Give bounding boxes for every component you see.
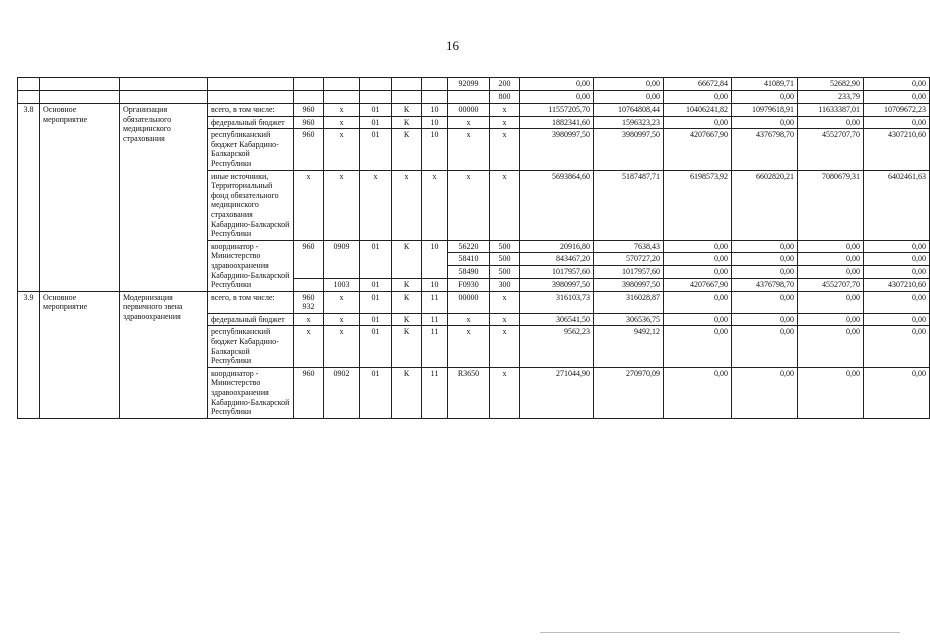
item-type: Основное мероприятие <box>40 291 120 418</box>
table-cell: федеральный бюджет <box>208 313 294 326</box>
table-cell: 271044,90 <box>520 367 594 418</box>
table-cell: х <box>490 170 520 240</box>
item-title: Организация обязательного медицинского страхования <box>120 104 208 292</box>
table-cell: 3980997,50 <box>520 129 594 170</box>
table-cell: 0909 <box>324 240 360 278</box>
table-cell: 316028,87 <box>594 291 664 313</box>
item-title: Модернизация первичного звена здравоохранения <box>120 291 208 418</box>
table-cell: 0,00 <box>732 291 798 313</box>
table-cell: 6198573,92 <box>664 170 732 240</box>
table-cell: 0,00 <box>732 240 798 253</box>
table-cell: 52682,90 <box>798 78 864 91</box>
table-cell: 10 <box>422 129 448 170</box>
table-cell: К <box>392 116 422 129</box>
table-cell: 960 <box>294 367 324 418</box>
table-cell: 500 <box>490 240 520 253</box>
table-cell: 01 <box>360 291 392 313</box>
table-cell: республиканский бюджет Кабардино-Балкарской Республики <box>208 326 294 367</box>
table-cell: 01 <box>360 326 392 367</box>
table-cell: х <box>448 313 490 326</box>
table-cell: 4307210,60 <box>864 278 930 291</box>
table-cell: 1017957,60 <box>520 266 594 279</box>
table-cell: х <box>324 170 360 240</box>
table-cell: х <box>490 367 520 418</box>
table-cell: 0,00 <box>798 367 864 418</box>
table-cell: 960 <box>294 104 324 117</box>
table-cell: К <box>392 104 422 117</box>
table-cell: 316103,73 <box>520 291 594 313</box>
table-cell: республиканский бюджет Кабардино-Балкарской Республики <box>208 129 294 170</box>
table-cell: х <box>392 170 422 240</box>
table-cell: 0,00 <box>664 266 732 279</box>
table-cell: 0,00 <box>864 313 930 326</box>
table-cell: х <box>490 326 520 367</box>
table-cell: 0,00 <box>520 91 594 104</box>
table-cell: 6602820,21 <box>732 170 798 240</box>
table-cell: х <box>324 326 360 367</box>
table-cell: х <box>324 291 360 313</box>
table-cell: 4207667,90 <box>664 129 732 170</box>
table-cell: 500 <box>490 253 520 266</box>
table-cell: 10 <box>422 240 448 278</box>
table-cell: 0,00 <box>798 253 864 266</box>
table-cell: х <box>294 170 324 240</box>
table-cell: х <box>324 104 360 117</box>
table-cell: 500 <box>490 266 520 279</box>
table-row <box>18 91 930 104</box>
table-cell: 0,00 <box>798 313 864 326</box>
page-number: 16 <box>446 38 459 53</box>
table-cell: 00000 <box>448 291 490 313</box>
table-cell: 800 <box>490 91 520 104</box>
table-cell: 11 <box>422 291 448 313</box>
table-cell: 4307210,60 <box>864 129 930 170</box>
table-cell: 10979618,91 <box>732 104 798 117</box>
table-cell: К <box>392 367 422 418</box>
table-cell: 4552707,70 <box>798 129 864 170</box>
table-cell: 0,00 <box>864 91 930 104</box>
table-cell: х <box>448 129 490 170</box>
table-cell: 10764808,44 <box>594 104 664 117</box>
table-cell: 4376798,70 <box>732 278 798 291</box>
table-cell: иные источники, Территориальный фонд обязательного медицинского страхования Кабардино-Балкарской Республики <box>208 170 294 240</box>
table-cell: х <box>294 313 324 326</box>
table-cell: 0,00 <box>864 253 930 266</box>
table-cell: всего, в том числе: <box>208 104 294 117</box>
table-cell: 200 <box>490 78 520 91</box>
table-cell: 11 <box>422 326 448 367</box>
table-cell: 0,00 <box>664 91 732 104</box>
table-cell: 01 <box>360 116 392 129</box>
table-cell: 20916,80 <box>520 240 594 253</box>
table-cell: К <box>392 240 422 278</box>
table-cell: 00000 <box>448 104 490 117</box>
table-cell: 3980997,50 <box>594 278 664 291</box>
table-cell: 300 <box>490 278 520 291</box>
table-cell: х <box>490 104 520 117</box>
table-cell: 3980997,50 <box>520 278 594 291</box>
table-cell: 270970,09 <box>594 367 664 418</box>
table-cell: 0,00 <box>798 266 864 279</box>
table-cell: 960 <box>294 116 324 129</box>
table-cell: 92099 <box>448 78 490 91</box>
table-cell: R3650 <box>448 367 490 418</box>
table-cell: х <box>360 170 392 240</box>
table-cell: 960 <box>294 240 324 278</box>
table-cell: 1882341,60 <box>520 116 594 129</box>
table-cell: 01 <box>360 240 392 278</box>
table-cell: 01 <box>360 278 392 291</box>
table-cell: 9492,12 <box>594 326 664 367</box>
table-cell: 10 <box>422 104 448 117</box>
scan-artifact-line <box>540 632 900 633</box>
table-cell: х <box>324 116 360 129</box>
table-cell: 0,00 <box>798 291 864 313</box>
table-cell: 01 <box>360 129 392 170</box>
table-cell: 0,00 <box>864 291 930 313</box>
table-cell: К <box>392 278 422 291</box>
table-cell: 3980997,50 <box>594 129 664 170</box>
table-cell: 843467,20 <box>520 253 594 266</box>
table-cell: 0,00 <box>732 266 798 279</box>
table-cell: 0,00 <box>864 266 930 279</box>
table-cell: х <box>448 116 490 129</box>
table-cell: К <box>392 291 422 313</box>
table-cell: 0,00 <box>798 116 864 129</box>
table-cell: 0,00 <box>864 326 930 367</box>
table-cell: 0,00 <box>732 326 798 367</box>
table-cell: 0,00 <box>798 240 864 253</box>
table-cell: F0930 <box>448 278 490 291</box>
table-cell: К <box>392 326 422 367</box>
table-cell: 570727,20 <box>594 253 664 266</box>
table-cell: 0,00 <box>864 240 930 253</box>
table-cell: К <box>392 313 422 326</box>
table-cell: федеральный бюджет <box>208 116 294 129</box>
item-number: 3.8 <box>18 104 40 292</box>
table-cell: К <box>392 129 422 170</box>
table-cell: 0,00 <box>594 78 664 91</box>
table-cell: 0,00 <box>732 91 798 104</box>
table-cell: 0,00 <box>664 326 732 367</box>
table-cell: координатор - Министерство здравоохранения Кабардино-Балкарской Республики <box>208 367 294 418</box>
table-cell: 10406241,82 <box>664 104 732 117</box>
table-cell: х <box>324 313 360 326</box>
table-cell: 11557205,70 <box>520 104 594 117</box>
table-cell: 58410 <box>448 253 490 266</box>
table-cell: 11 <box>422 367 448 418</box>
table-cell: 10709672,23 <box>864 104 930 117</box>
table-cell: 1596323,23 <box>594 116 664 129</box>
table-cell: х <box>490 313 520 326</box>
table-cell: 5187487,71 <box>594 170 664 240</box>
table-row <box>18 78 930 91</box>
table-cell: х <box>448 326 490 367</box>
table-cell: 1003 <box>324 278 360 291</box>
table-cell: 01 <box>360 367 392 418</box>
table-cell: 4552707,70 <box>798 278 864 291</box>
table-cell: 4207667,90 <box>664 278 732 291</box>
table-cell: х <box>490 116 520 129</box>
table-cell: 0,00 <box>664 313 732 326</box>
table-cell: 233,79 <box>798 91 864 104</box>
table-cell: 0,00 <box>664 291 732 313</box>
table-cell: 0,00 <box>732 367 798 418</box>
table-cell: х <box>324 129 360 170</box>
table-cell: 7638,43 <box>594 240 664 253</box>
table-cell: 960 932 <box>294 291 324 313</box>
table-cell: 0,00 <box>732 253 798 266</box>
table-cell: 0,00 <box>520 78 594 91</box>
table-cell: 0,00 <box>864 367 930 418</box>
table-cell: 41089,71 <box>732 78 798 91</box>
table-cell: 0902 <box>324 367 360 418</box>
table-cell: 0,00 <box>864 78 930 91</box>
table-cell: х <box>422 170 448 240</box>
item-type: Основное мероприятие <box>40 104 120 292</box>
table-cell: 0,00 <box>864 116 930 129</box>
table-cell: 58490 <box>448 266 490 279</box>
table-cell: 306541,50 <box>520 313 594 326</box>
table-cell: 1017957,60 <box>594 266 664 279</box>
budget-table <box>17 77 930 419</box>
table-cell: 56220 <box>448 240 490 253</box>
table-cell: 0,00 <box>664 240 732 253</box>
item-number: 3.9 <box>18 291 40 418</box>
table-row <box>18 104 930 117</box>
table-cell: 306536,75 <box>594 313 664 326</box>
table-cell: х <box>294 326 324 367</box>
table-cell: х <box>490 291 520 313</box>
table-cell: 10 <box>422 116 448 129</box>
table-cell: 0,00 <box>798 326 864 367</box>
table-cell: х <box>448 170 490 240</box>
table-cell: 01 <box>360 104 392 117</box>
table-row <box>18 291 930 313</box>
table-cell: 66672,84 <box>664 78 732 91</box>
table-cell: 6402461,63 <box>864 170 930 240</box>
table-cell: 10 <box>422 278 448 291</box>
table-cell: 7080679,31 <box>798 170 864 240</box>
table-cell: 960 <box>294 129 324 170</box>
table-cell: 0,00 <box>594 91 664 104</box>
table-cell: 0,00 <box>664 116 732 129</box>
table-cell: 11 <box>422 313 448 326</box>
table-cell: координатор - Министерство здравоохранения Кабардино-Балкарской Республики <box>208 240 294 291</box>
table-cell: всего, в том числе: <box>208 291 294 313</box>
table-cell: 4376798,70 <box>732 129 798 170</box>
table-cell: 0,00 <box>732 116 798 129</box>
table-cell: 9562,23 <box>520 326 594 367</box>
table-cell: 0,00 <box>732 313 798 326</box>
table-cell: 01 <box>360 313 392 326</box>
table-cell: 0,00 <box>664 367 732 418</box>
table-cell: 0,00 <box>664 253 732 266</box>
table-cell: 11633387,01 <box>798 104 864 117</box>
table-cell: 5693864,60 <box>520 170 594 240</box>
table-cell: х <box>490 129 520 170</box>
